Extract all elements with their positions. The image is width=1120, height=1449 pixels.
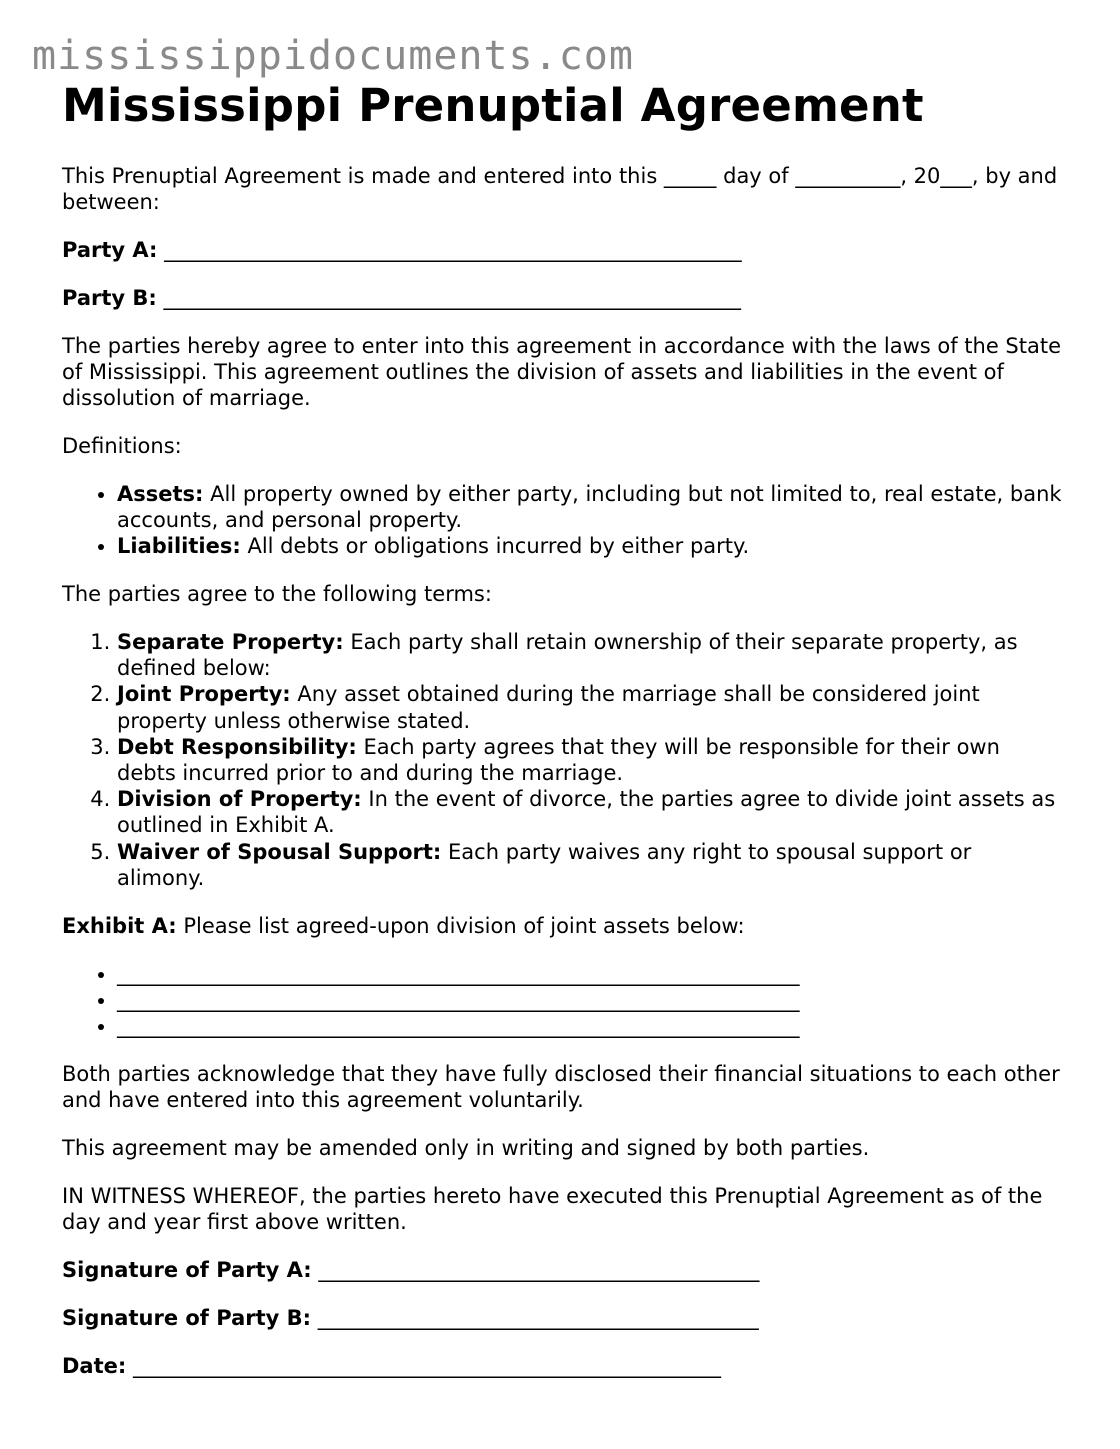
party-a-field — [62, 237, 1062, 263]
definition-term: Assets: — [117, 482, 204, 506]
party-b-blank: _______________________________________________________ — [163, 286, 741, 310]
term-title: Division of Property: — [117, 787, 362, 812]
definitions-list — [62, 481, 1062, 559]
signature-party-a-blank: __________________________________________ — [318, 1258, 760, 1283]
definition-item — [117, 533, 1062, 559]
party-a-blank: _______________________________________________________ — [164, 238, 742, 262]
party-a-label: Party A: — [62, 238, 158, 262]
date-field — [62, 1353, 1062, 1379]
term-text: Each party shall retain ownership of their separate property, as defined below: — [117, 630, 1018, 681]
signature-party-a-field — [62, 1257, 1062, 1283]
definition-text: All property owned by either party, including but not limited to, real estate, bank accounts, and personal property. — [117, 482, 1062, 532]
term-item — [117, 734, 1062, 786]
term-text: Each party waives any right to spousal support or alimony. — [117, 839, 972, 890]
term-text: Any asset obtained during the marriage shall be considered joint property unless otherwise stated. — [117, 682, 980, 733]
date-label: Date: — [62, 1354, 127, 1379]
definition-term: Liabilities: — [117, 534, 241, 558]
term-title: Debt Responsibility: — [117, 734, 357, 759]
signature-party-b-label: Signature of Party B: — [62, 1306, 312, 1331]
intro-paragraph: This Prenuptial Agreement is made and entered into this _____ day of __________, 20___, by and between: — [62, 164, 1058, 214]
definition-item — [117, 481, 1062, 533]
term-title: Separate Property: — [117, 630, 344, 654]
definitions-heading: Definitions: — [62, 434, 182, 458]
exhibit-blank-line: • _________________________________________________________________ — [117, 961, 1062, 987]
exhibit-a-label: Exhibit A: — [62, 914, 177, 939]
document-title: Mississippi Prenuptial Agreement — [62, 79, 924, 132]
disclosure-paragraph: Both parties acknowledge that they have fully disclosed their financial situations to each other and have entered into this agreement voluntarily. — [62, 1062, 1060, 1113]
site-watermark: mississippidocuments.com — [32, 33, 634, 79]
term-item — [117, 629, 1062, 681]
signature-party-b-field — [62, 1305, 1062, 1331]
term-item — [117, 681, 1062, 733]
term-item — [117, 839, 1062, 891]
party-b-label: Party B: — [62, 286, 157, 310]
exhibit-a-blank-list — [62, 961, 1062, 1039]
term-text: In the event of divorce, the parties agree to divide joint assets as outlined in Exhibit A. — [117, 787, 1056, 838]
agreement-document — [62, 80, 1062, 1379]
definition-text: All debts or obligations incurred by either party. — [247, 534, 750, 558]
term-text: Each party agrees that they will be responsible for their own debts incurred prior to and during the marriage. — [117, 734, 1000, 786]
exhibit-a-text: Please list agreed-upon division of joint assets below: — [183, 914, 745, 939]
term-item — [117, 786, 1062, 838]
exhibit-blank-line: • _________________________________________________________________ — [117, 1013, 1062, 1039]
party-b-field — [62, 285, 1062, 311]
amendment-paragraph: This agreement may be amended only in writing and signed by both parties. — [62, 1136, 870, 1161]
witness-paragraph: IN WITNESS WHEREOF, the parties hereto have executed this Prenuptial Agreement as of the day and year first above written. — [62, 1184, 1043, 1235]
signature-party-a-label: Signature of Party A: — [62, 1258, 312, 1283]
exhibit-a-heading — [62, 913, 1062, 939]
term-title: Joint Property: — [117, 682, 291, 707]
exhibit-blank-line: • _________________________________________________________________ — [117, 987, 1062, 1013]
terms-list — [62, 629, 1062, 891]
signature-party-b-blank: __________________________________________ — [317, 1306, 759, 1331]
terms-heading: The parties agree to the following terms: — [62, 582, 492, 606]
date-blank: ________________________________________________________ — [132, 1354, 721, 1379]
laws-paragraph: The parties hereby agree to enter into this agreement in accordance with the laws of the State of Mississippi. This agreement outlines the division of assets and liabilities in the event of dissolution of marriage. — [62, 334, 1062, 410]
term-title: Waiver of Spousal Support: — [117, 839, 442, 864]
